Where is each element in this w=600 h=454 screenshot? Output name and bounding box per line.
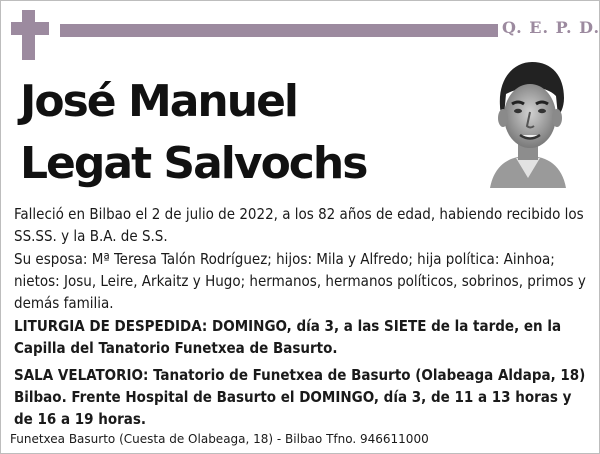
deceased-surnames: Legat Salvochs — [20, 138, 367, 189]
header-divider-bar — [60, 24, 498, 37]
qepd-heading: Q. E. P. D. — [502, 18, 600, 37]
death-announcement-text: Falleció en Bilbao el 2 de julio de 2022, a los 82 años de edad, habiendo recibido los SS.SS. y la B.A. de S.S. — [14, 205, 584, 245]
cross-horizontal-bar — [11, 22, 49, 35]
wake-room-details-text: SALA VELATORIO: Tanatorio de Funetxea de Basurto (Olabeaga Aldapa, 18) Bilbao. Frente Hospital de Basurto el DOMINGO, día 3, de 11 a 13 horas y de 16 a 19 horas. — [14, 366, 586, 428]
deceased-portrait — [486, 60, 570, 188]
funeral-home-contact: Funetxea Basurto (Cuesta de Olabeaga, 18) - Bilbao Tfno. 946611000 — [10, 432, 429, 446]
cross-vertical-bar — [22, 10, 35, 60]
deceased-first-name: José Manuel — [20, 76, 297, 127]
liturgy-details-text: LITURGIA DE DESPEDIDA: DOMINGO, día 3, a las SIETE de la tarde, en la Capilla del Tanatorio Funetxea de Basurto. — [14, 317, 562, 357]
family-list-text: Su esposa: Mª Teresa Talón Rodríguez; hijos: Mila y Alfredo; hija política: Ainhoa; nietos: Josu, Leire, Arkaitz y Hugo; hermanos, hermanos políticos, sobrinos, primos y demás familia. — [14, 250, 586, 312]
portrait-illustration — [486, 60, 570, 188]
